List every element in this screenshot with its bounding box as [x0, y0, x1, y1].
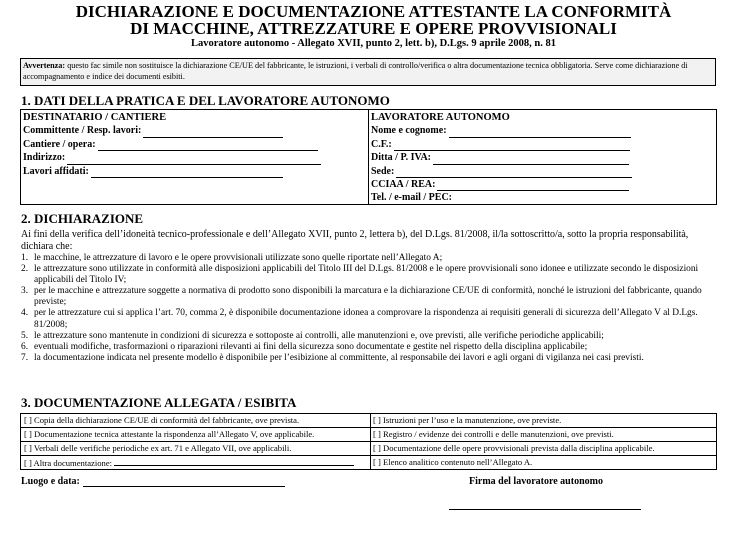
warning-label: Avvertenza: — [23, 61, 66, 70]
worker-heading: LAVORATORE AUTONOMO — [371, 112, 510, 123]
field-lavori-affidati[interactable]: Lavori affidati: — [23, 165, 363, 178]
field-contatti[interactable]: Tel. / e-mail / PEC: — [371, 191, 711, 204]
list-item: 3. per le macchine e attrezzature soggette a normativa di prodotto sono disponibili la marcatura e la dichiarazione CE/UE di conformità, nonché le istruzioni del fabbricante, quando previste; — [21, 286, 702, 308]
attachment-checkbox-ce-ue[interactable]: [ ] Copia della dichiarazione CE/UE di conformità del fabbricante, ove prevista. — [24, 415, 300, 425]
form-title-line1: DICHIARAZIONE E DOCUMENTAZIONE ATTESTANTE LA CONFORMITÀ — [75, 2, 672, 21]
section3-title: 3. DOCUMENTAZIONE ALLEGATA / ESIBITA — [21, 395, 297, 410]
altra-documentazione-line[interactable] — [114, 457, 354, 466]
practice-data-box — [20, 109, 717, 205]
declaration-intro: Ai fini della verifica dell’idoneità tecnico-professionale e dell’Allegato XVII, punto 2, lettera b), del D.Lgs. 81/2008, il/la sottoscritto/a, sotto la propria responsabilità, dichiara che: — [21, 229, 689, 253]
list-item: 4. per le attrezzature cui si applica l’art. 70, comma 2, è disponibile documentazione idonea a comprovare la rispondenza ai requisiti generali di sicurezza dell’Allegato V al D.Lgs. 81/2008; — [21, 308, 698, 330]
list-item: 5. le attrezzature sono mantenute in condizioni di sicurezza e sottoposte ai controlli, alle manutenzioni e, ove previsti, alle verifiche periodiche applicabili; — [21, 330, 604, 341]
field-ditta-piva[interactable]: Ditta / P. IVA: — [371, 151, 711, 164]
attachment-checkbox-elenco[interactable]: [ ] Elenco analitico contenuto nell’Allegato A. — [373, 457, 533, 467]
recipient-column — [23, 111, 363, 178]
list-item: 2. le attrezzature sono utilizzate in conformità alle disposizioni applicabili del Titolo III del D.Lgs. 81/2008 e le opere provvisionali sono idonee e utilizzate secondo le disposizioni applicabili del Titolo IV; — [21, 264, 699, 286]
recipient-heading: DESTINATARIO / CANTIERE — [23, 112, 167, 123]
attachment-checkbox-allegato-v[interactable]: [ ] Documentazione tecnica attestante la rispondenza all’Allegato V, ove applicabile. — [24, 429, 315, 439]
place-date-field[interactable]: Luogo e data: — [21, 476, 285, 487]
attachment-checkbox-istruzioni[interactable]: [ ] Istruzioni per l’uso e la manutenzione, ove previste. — [373, 415, 562, 425]
field-cf[interactable]: C.F.: — [371, 138, 711, 151]
attachments-table — [20, 413, 717, 470]
section2-title: 2. DICHIARAZIONE — [21, 211, 144, 226]
field-sede[interactable]: Sede: — [371, 165, 711, 178]
section1-title: 1. DATI DELLA PRATICA E DEL LAVORATORE AUTONOMO — [21, 93, 390, 108]
worker-column — [371, 111, 711, 205]
attachment-checkbox-registro[interactable]: [ ] Registro / evidenze dei controlli e delle manutenzioni, ove previsti. — [373, 429, 614, 439]
warning-box — [20, 58, 716, 86]
signature-line[interactable] — [449, 509, 641, 510]
field-nome-cognome[interactable]: Nome e cognome: — [371, 124, 711, 137]
list-item: 7. la documentazione indicata nel presente modello è disponibile per l’esibizione al committente, al responsabile dei lavori e agli organi di vigilanza nei casi previsti. — [21, 352, 644, 363]
field-cciaa-rea[interactable]: CCIAA / REA: — [371, 178, 711, 191]
declaration-list — [21, 253, 721, 364]
column-divider — [368, 110, 369, 204]
attachment-checkbox-altra[interactable]: [ ] Altra documentazione: — [24, 457, 354, 469]
signature-label: Firma del lavoratore autonomo — [469, 476, 603, 487]
list-item: 6. eventuali modifiche, trasformazioni o riparazioni rilevanti ai fini della sicurezza sono documentate e gestite nel rispetto della disciplina applicabile; — [21, 341, 588, 352]
field-cantiere[interactable]: Cantiere / opera: — [23, 138, 363, 151]
warning-text: questo fac simile non sostituisce la dichiarazione CE/UE del fabbricante, le istruzioni, i verbali di controllo/verifica o altra documentazione tecnica obbligatoria. Serve come dichiarazione di accompagnamento e indice dei documenti esibiti. — [23, 61, 688, 81]
form-title-line2: DI MACCHINE, ATTREZZATURE E OPERE PROVVISIONALI — [130, 19, 617, 38]
field-committente[interactable]: Committente / Resp. lavori: — [23, 124, 363, 137]
field-indirizzo[interactable]: Indirizzo: — [23, 151, 363, 164]
list-item: 1. le macchine, le attrezzature di lavoro e le opere provvisionali utilizzate sono quelle riportate nell’Allegato A; — [21, 253, 443, 263]
attachment-checkbox-opere[interactable]: [ ] Documentazione delle opere provvisionali prevista dalla disciplina applicabile. — [373, 443, 655, 453]
attachment-checkbox-verbali[interactable]: [ ] Verbali delle verifiche periodiche ex art. 71 e Allegato VII, ove applicabili. — [24, 443, 292, 453]
form-subtitle: Lavoratore autonomo - Allegato XVII, punto 2, lett. b), D.Lgs. 9 aprile 2008, n. 81 — [191, 38, 556, 49]
